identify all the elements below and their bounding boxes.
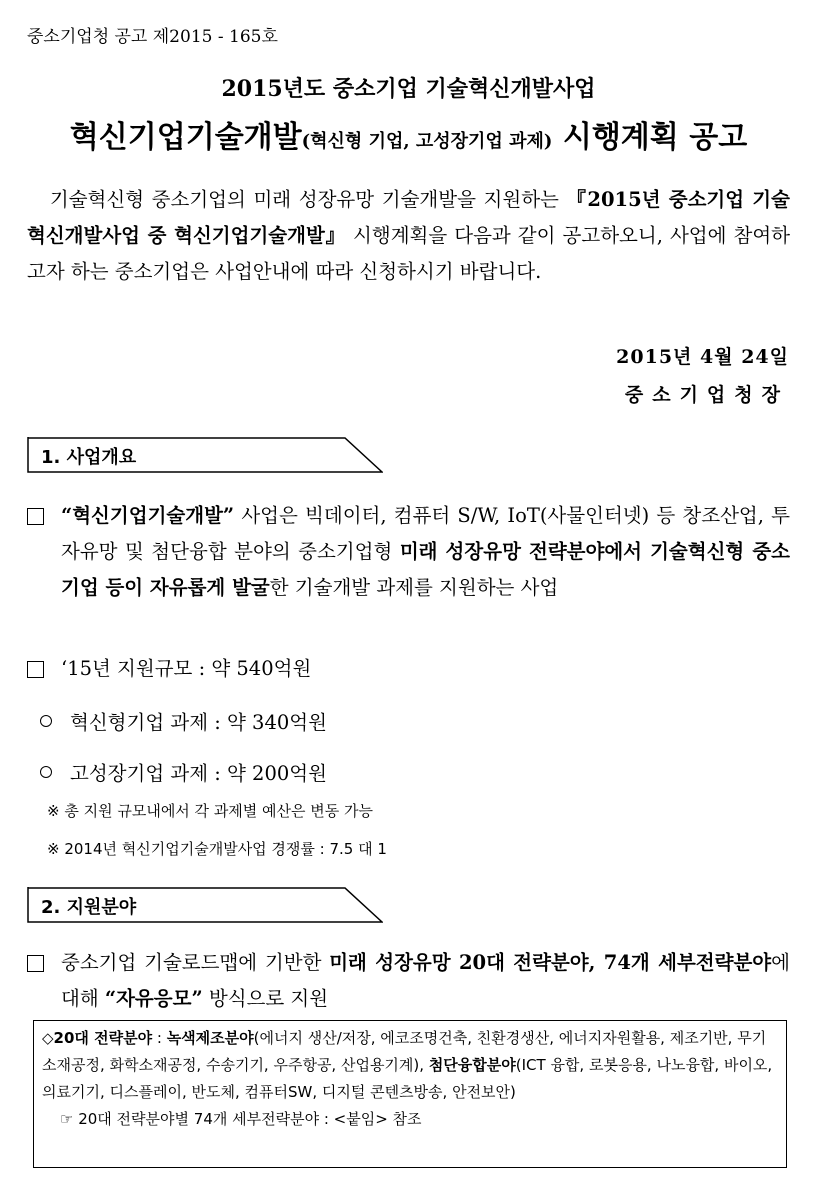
program-desc-bold: 미래 성장유망 전략분야에서 기술혁신형 중소기업 등이 자유롭게 발굴 [61,540,791,599]
sub1-text: 혁신형기업 과제 : 약 340억원 [70,711,327,734]
checkbox-square-icon [27,508,44,525]
budget-text: ‘15년 지원규모 : 약 540억원 [61,657,312,680]
appendix-reference: ☞ 20대 전략분야별 74개 세부전략분야 : <붙임> 참조 [60,1110,422,1128]
program-desc-1: 사업은 빅데이터, 컴퓨터 S/W, IoT(사물인터넷) 등 창조산업, 투자유망 및 첨단융합 분야의 중소기업형 [61,504,790,563]
section2-heading [27,887,383,923]
title-tail-text: 시행계획 공고 [552,120,748,155]
section1-title: 1. 사업개요 [41,447,137,468]
notice-number: 중소기업청 공고 제2015 - 165호 [27,27,278,47]
budget-sub-innovative [40,707,327,735]
free-application-bold: “자유응모” [104,987,203,1010]
announcement-date: 2015년 4월 24일 [616,346,789,368]
intro-program-name: 『2015년 중소기업 기술혁신개발사업 중 혁신기업기술개발』 [27,188,790,247]
checkbox-square-icon [27,955,44,972]
section1-item-program [27,498,790,606]
fields-colon: : [152,1029,167,1047]
sub2-text: 고성장기업 과제 : 약 200억원 [70,762,327,785]
strategic-fields-box [33,1020,787,1168]
support-text-3: 방식으로 지원 [202,987,329,1010]
program-desc-2: 한 기술개발 과제를 지원하는 사업 [269,576,559,599]
strategic-fields-text [42,1025,776,1106]
title-paren-text: (혁신형 기업, 고성장기업 과제) [301,131,553,152]
budget-sub-highgrowth [40,758,327,786]
diamond-icon: ◇ [42,1029,54,1047]
support-text-2: 에 대해 [61,951,790,1010]
checkbox-square-icon [27,661,44,678]
circle-bullet-icon [40,715,52,727]
green-manufacturing-list: (에너지 생산/저장, 에코조명건축, 친환경생산, 에너지자원활용, 제조기반, 무기소재공정, 화학소재공정, 수송기기, 우주항공, 산업용기계), [42,1029,767,1074]
fields-label: 20대 전략분야 [53,1029,153,1047]
green-manufacturing-label: 녹색제조분야 [166,1029,254,1047]
support-fields-bold: 미래 성장유망 20대 전략분야, 74개 세부전략분야 [329,951,772,974]
section2-item-support [27,945,790,1017]
section1-item-budget [27,651,790,687]
issuer-name: 중소기업청장 [624,384,789,406]
document-title-line1: 2015년도 중소기업 기술혁신개발사업 [221,76,596,102]
document-title-main [0,112,817,156]
intro-text-1: 기술혁신형 중소기업의 미래 성장유망 기술개발을 지원하는 [49,188,567,211]
section1-heading [27,437,383,473]
intro-text-2: 시행계획을 다음과 같이 공고하오니, 사업에 참여하고자 하는 중소기업은 사업안내에 따라 신청하시기 바랍니다. [27,224,791,283]
advanced-convergence-label: 첨단융합분야 [428,1056,516,1074]
program-name-quote: “혁신기업기술개발” [61,504,235,527]
circle-bullet-icon [40,766,52,778]
title-main-text: 혁신기업기술개발 [69,120,302,155]
advanced-convergence-list: (ICT 융합, 로봇응용, 나노융합, 바이오, 의료기기, 디스플레이, 반도체, 컴퓨터SW, 디지털 콘텐츠방송, 안전보안) [42,1056,773,1101]
support-text-1: 중소기업 기술로드맵에 기반한 [61,951,330,974]
section2-title: 2. 지원분야 [41,897,137,918]
intro-paragraph [27,182,790,290]
competition-note: ※ 2014년 혁신기업기술개발사업 경쟁률 : 7.5 대 1 [47,840,387,858]
budget-note: ※ 총 지원 규모내에서 각 과제별 예산은 변동 가능 [47,802,374,820]
